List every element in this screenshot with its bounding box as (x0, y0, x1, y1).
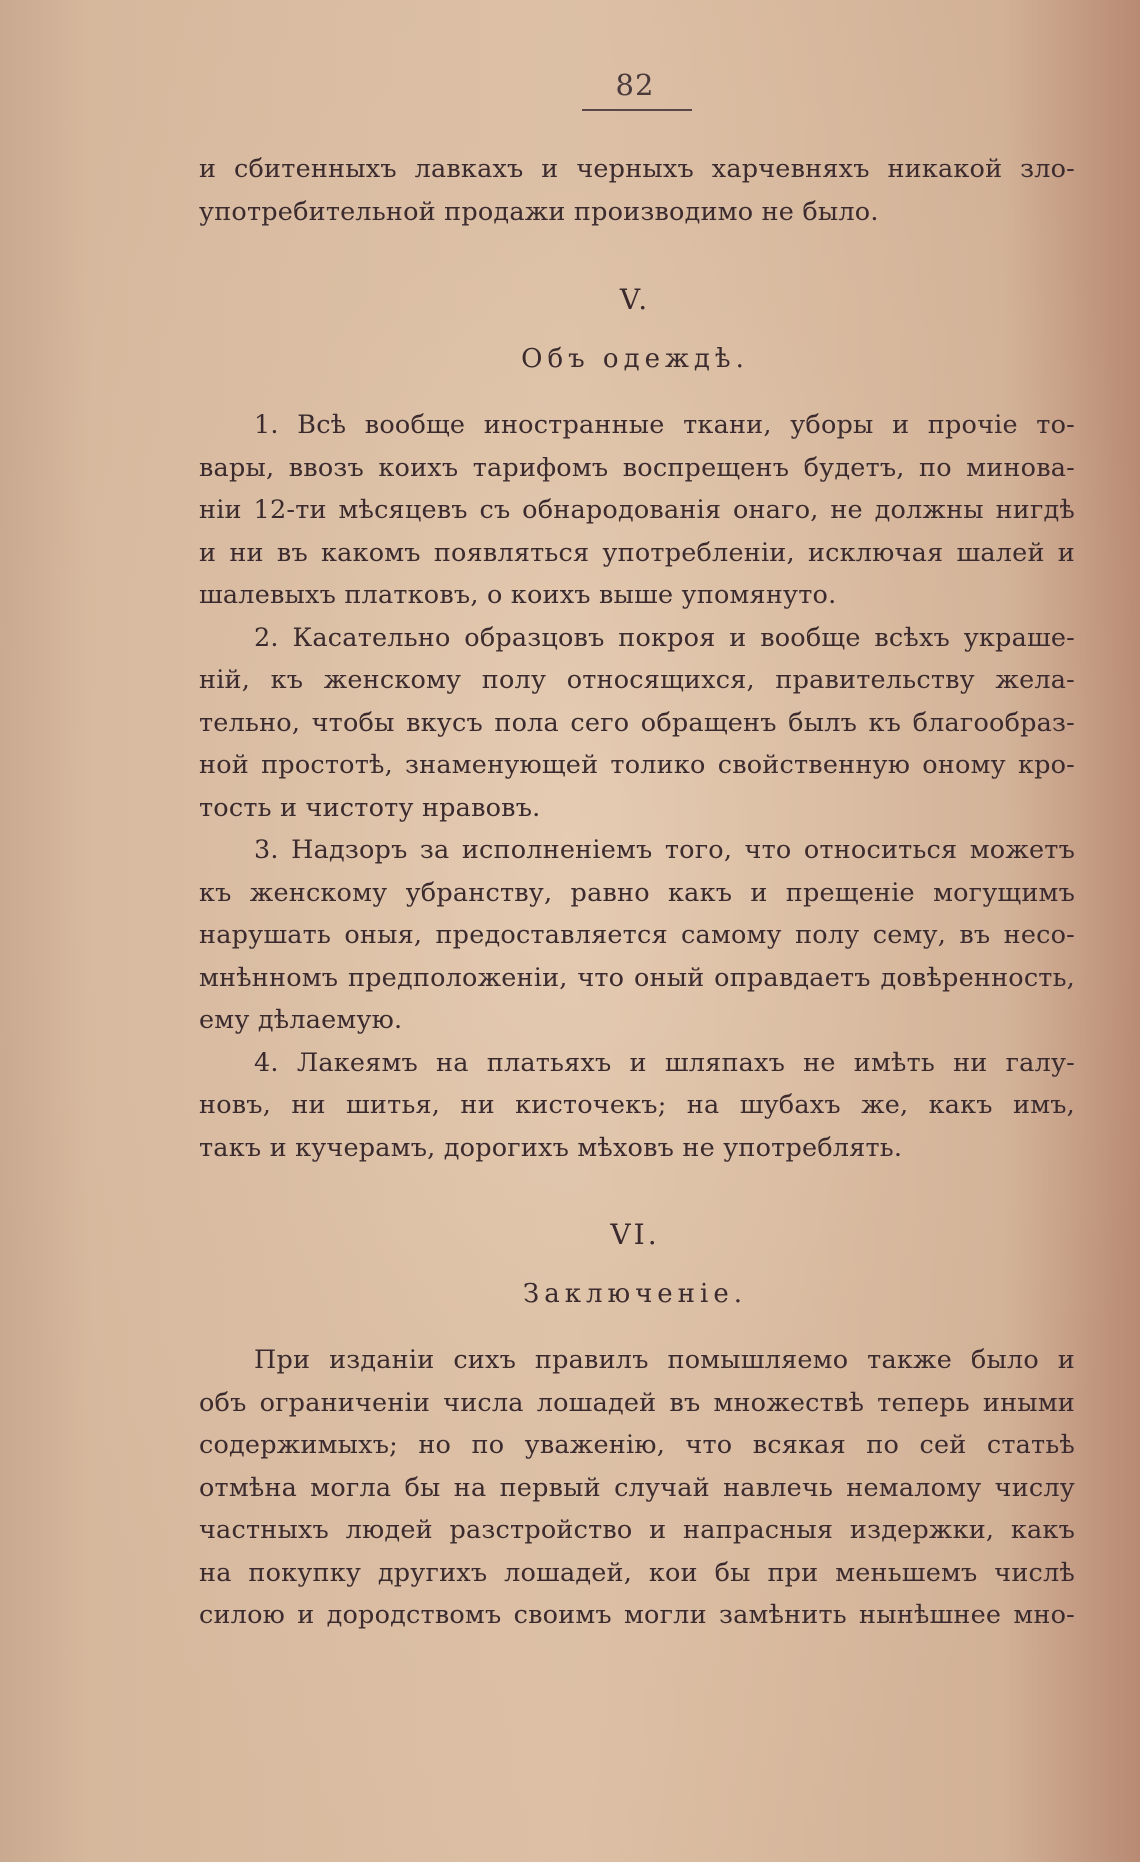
text-line: и сбитенныхъ лавкахъ и черныхъ харчевняхъ никакой зло- (199, 154, 1075, 184)
text-line: шалевыхъ платковъ, о коихъ выше упомянуто. (199, 580, 837, 610)
text-line: ему дѣлаемую. (199, 1005, 403, 1035)
text-line: силою и дородствомъ своимъ могли замѣнить нынѣшнее мно- (199, 1600, 1075, 1630)
text-line: вары, ввозъ коихъ тарифомъ воспрещенъ будетъ, по минова- (199, 452, 1075, 483)
text-line: такъ и кучерамъ, дорогихъ мѣховъ не употреблять. (199, 1132, 903, 1163)
section-body (199, 404, 1075, 1169)
text-line: ной простотѣ, знаменующей толико свойственную оному кро- (199, 750, 1075, 780)
text-line: 2. Касательно образцовъ покроя и вообще всѣхъ украше- (254, 622, 1075, 653)
section-title: Заключеніе. (523, 1279, 747, 1309)
section-body (199, 1339, 1075, 1637)
text-line: тельно, чтобы вкусъ пола сего обращенъ былъ къ благообраз- (199, 707, 1075, 738)
text-line: новъ, ни шитья, ни кисточекъ; на шубахъ же, какъ имъ, (199, 1090, 1075, 1120)
header-rule (582, 109, 692, 111)
paragraph (199, 617, 1075, 830)
text-line: объ ограниченіи числа лошадей въ множествѣ теперь иными (199, 1387, 1075, 1418)
text-line: на покупку другихъ лошадей, кои бы при меньшемъ числѣ (199, 1557, 1075, 1588)
paragraph (199, 1339, 1075, 1637)
section-title: Объ одеждѣ. (521, 344, 749, 374)
text-line: тость и чистоту нравовъ. (199, 792, 541, 823)
text-line: ніи 12-ти мѣсяцевъ съ обнародованія онаго, не должны нигдѣ (199, 495, 1075, 525)
paragraph (199, 829, 1075, 1042)
text-line: содержимыхъ; но по уваженію, что всякая по сей статьѣ (199, 1430, 1075, 1460)
text-line: ній, къ женскому полу относящихся, правительству жела- (199, 665, 1075, 695)
text-line: 4. Лакеямъ на платьяхъ и шляпахъ не имѣть ни галу- (254, 1047, 1075, 1078)
paragraph (199, 404, 1075, 617)
text-line: частныхъ людей разстройство и напрасныя издержки, какъ (199, 1515, 1075, 1545)
text-line: нарушать оныя, предоставляется самому полу сему, въ несо- (199, 920, 1075, 950)
text-line: При изданіи сихъ правилъ помышляемо также было и (254, 1345, 1075, 1375)
paragraph (199, 1042, 1075, 1170)
text-line: 1. Всѣ вообще иностранные ткани, уборы и прочіе то- (254, 410, 1075, 440)
text-line: мнѣнномъ предположеніи, что оный оправдаетъ довѣренность, (199, 962, 1075, 993)
text-line: отмѣна могла бы на первый случай навлечь немалому числу (199, 1472, 1075, 1503)
text-line: къ женскому убранству, равно какъ и прещеніе могущимъ (199, 877, 1075, 908)
text-line: употребительной продажи производимо не было. (199, 196, 879, 227)
section-numeral: V. (619, 283, 651, 316)
text-line: 3. Надзоръ за исполненіемъ того, что относиться можетъ (254, 835, 1075, 865)
page-number: 82 (615, 68, 655, 102)
text-line: и ни въ какомъ появляться употребленіи, исключая шалей и (199, 537, 1075, 568)
section-numeral: VI. (610, 1218, 660, 1251)
continuation-paragraph (199, 148, 1075, 233)
